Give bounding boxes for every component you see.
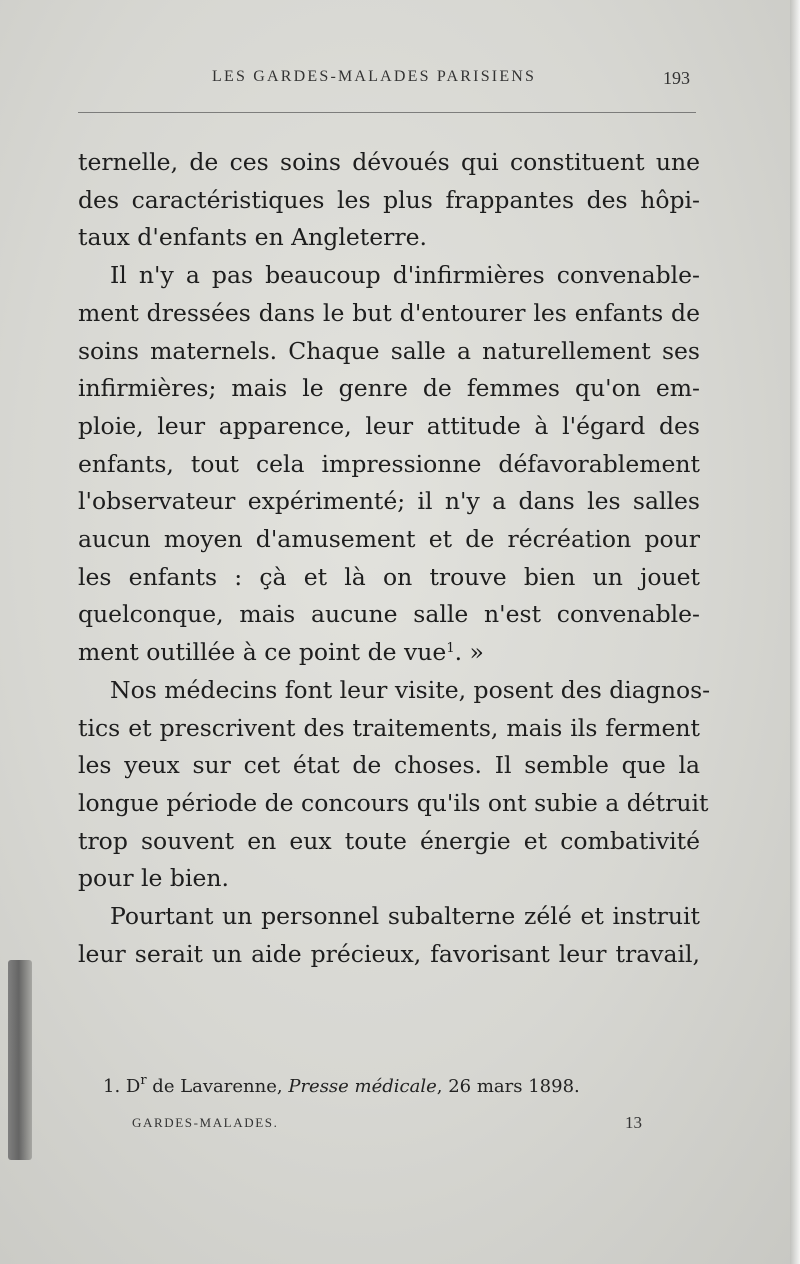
footnote-author-superscript: r <box>140 1073 147 1088</box>
closing-quote: . » <box>454 638 484 667</box>
footnote-reference: 1 <box>446 641 455 657</box>
text-line: leur serait un aide précieux, favorisant leur travail, <box>78 939 700 968</box>
text-line: l'observateur expérimenté; il n'y a dans les salles <box>78 487 700 516</box>
text-line: soins maternels. Chaque salle a naturellement ses <box>78 336 700 365</box>
header-rule <box>78 112 696 113</box>
text-line: les yeux sur cet état de choses. Il semble que la <box>78 751 700 780</box>
text-line: ment dressées dans le but d'entourer les enfants de <box>78 298 700 327</box>
text-line: les enfants : çà et là on trouve bien un jouet <box>78 562 700 591</box>
text-line: Pourtant un personnel subalterne zélé et instruit <box>110 902 700 931</box>
running-title: LES GARDES-MALADES PARISIENS <box>212 68 537 85</box>
text-line: Il n'y a pas beaucoup d'infirmières convenable- <box>110 261 700 290</box>
footnote <box>103 1073 663 1098</box>
text-line <box>78 634 700 672</box>
text-line: infirmières; mais le genre de femmes qu'on em- <box>78 374 700 403</box>
footnote-journal: Presse médicale <box>288 1076 437 1097</box>
footnote-number: 1. <box>103 1076 121 1097</box>
signature-label: GARDES-MALADES. <box>132 1115 279 1130</box>
page-edge <box>790 0 800 1264</box>
text-line: pour le bien. <box>78 864 229 893</box>
body-text <box>78 144 711 973</box>
text-line: tics et prescrivent des traitements, mais ils ferment <box>78 713 700 742</box>
sheet-number: 13 <box>625 1113 642 1132</box>
footnote-author-prefix: D <box>125 1076 141 1097</box>
text-line: ploie, leur apparence, leur attitude à l'égard des <box>78 411 700 440</box>
text-line-body: ment outillée à ce point de vue <box>78 638 447 667</box>
footnote-author: de Lavarenne, <box>146 1076 289 1097</box>
printer-signature <box>132 1115 652 1135</box>
text-line: trop souvent en eux toute énergie et combativité <box>78 826 700 855</box>
running-head <box>80 68 698 92</box>
footnote-date: , 26 mars 1898. <box>436 1076 580 1097</box>
text-line: des caractéristiques les plus frappantes des hôpi- <box>78 185 700 214</box>
binding-mark <box>8 960 32 1160</box>
text-line: quelconque, mais aucune salle n'est convenable- <box>78 600 700 629</box>
paragraph-1 <box>78 144 700 257</box>
text-line: ternelle, de ces soins dévoués qui constituent une <box>78 148 700 176</box>
text-line: Nos médecins font leur visite, posent des diagnos- <box>110 675 711 704</box>
text-line: aucun moyen d'amusement et de récréation pour <box>78 525 700 554</box>
paragraph-4 <box>78 898 700 973</box>
text-line: longue période de concours qu'ils ont subie a détruit <box>78 788 709 817</box>
text-line: taux d'enfants en Angleterre. <box>78 223 427 252</box>
paragraph-3 <box>78 672 711 898</box>
page-number: 193 <box>663 68 690 88</box>
paragraph-2 <box>78 257 700 672</box>
text-line: enfants, tout cela impressionne défavorablement <box>78 449 700 478</box>
